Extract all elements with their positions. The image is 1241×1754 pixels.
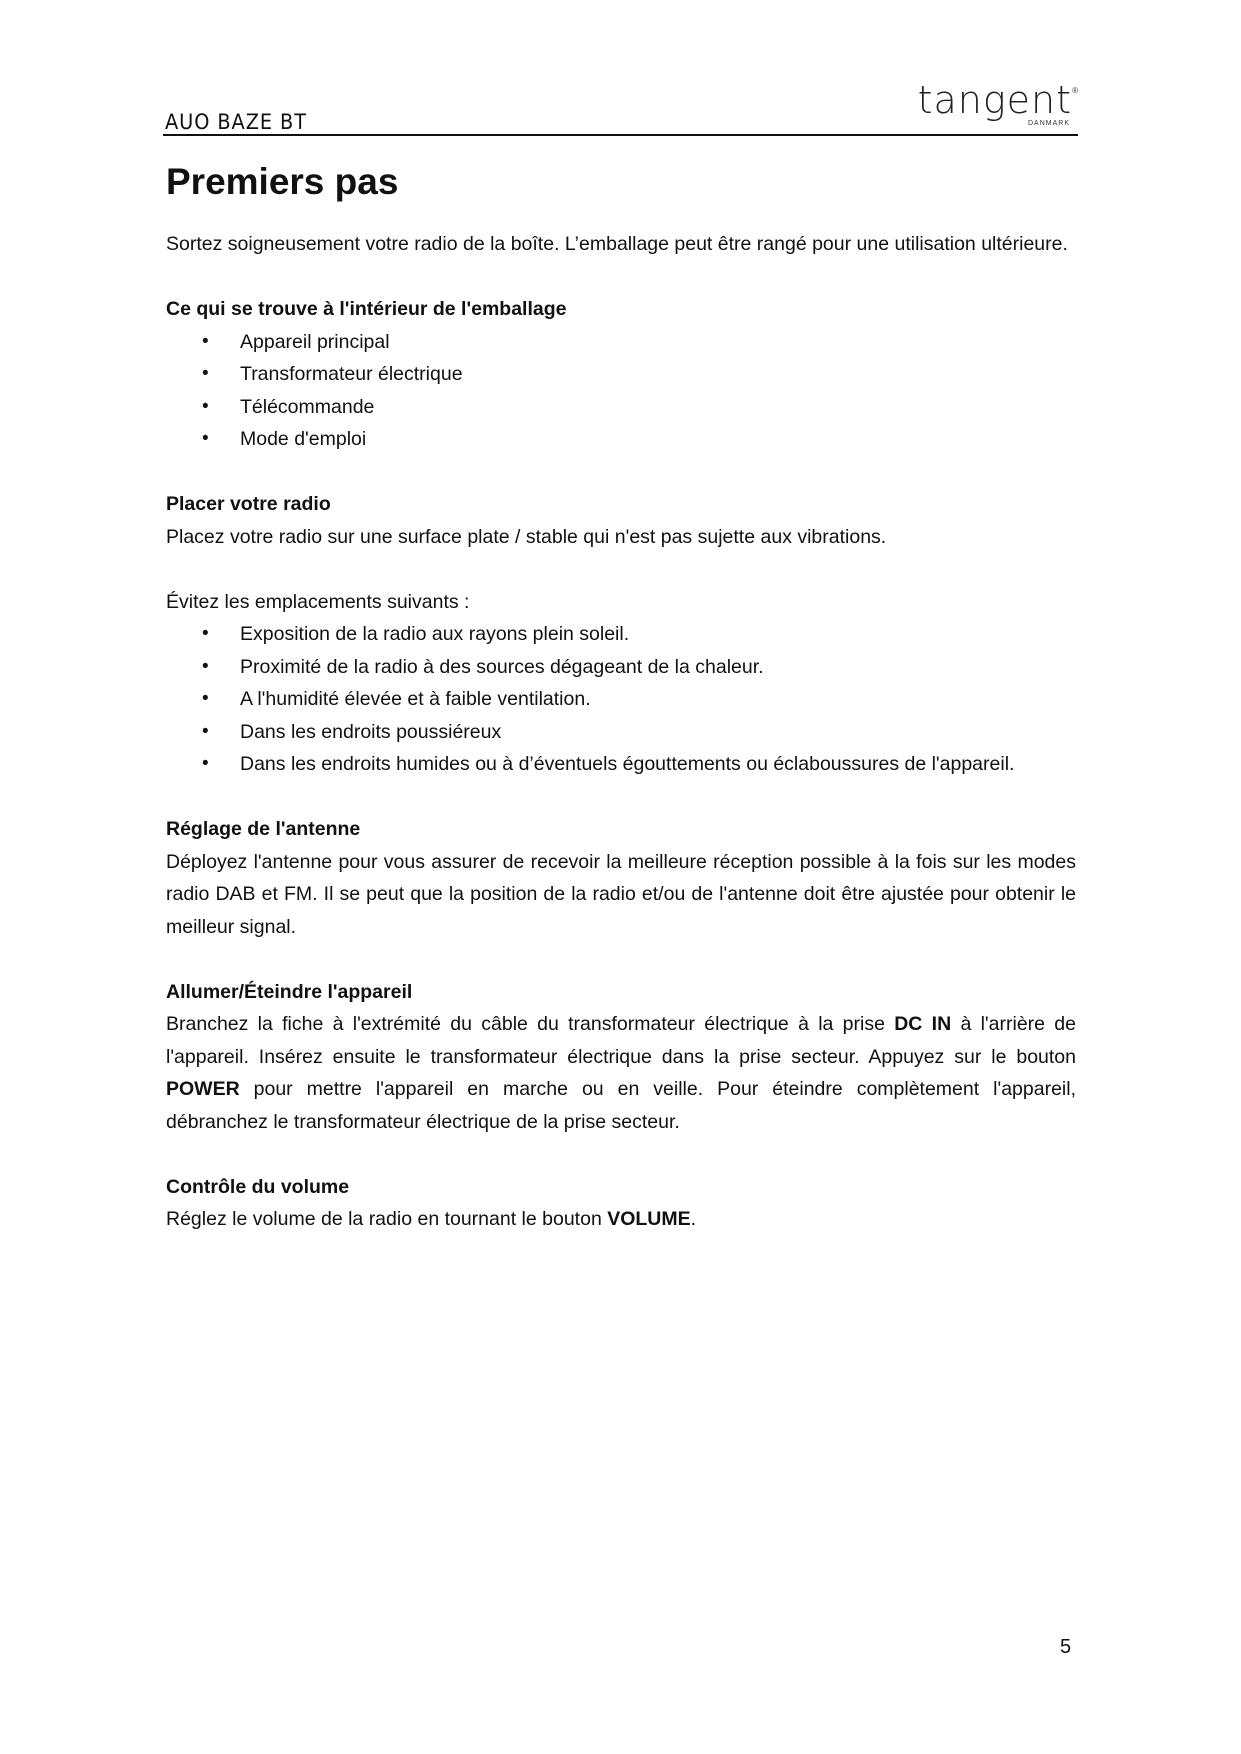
brand-logo: tangent — [917, 78, 1072, 122]
placement-heading: Placer votre radio — [166, 493, 331, 515]
volume-text-part: Réglez le volume de la radio en tournant le bouton — [166, 1208, 608, 1230]
package-heading: Ce qui se trouve à l'intérieur de l'emballage — [166, 298, 567, 320]
antenna-heading: Réglage de l'antenne — [166, 818, 361, 840]
avoid-label: Évitez les emplacements suivants : — [166, 590, 470, 613]
list-item: • Dans les endroits humides ou à d’éventuels égouttements ou éclaboussures de l'appareil. — [166, 748, 1076, 781]
header-rule — [163, 134, 1078, 136]
placement-text: Placez votre radio sur une surface plate / stable qui n'est pas sujette aux vibrations. — [166, 525, 887, 548]
power-heading: Allumer/Éteindre l'appareil — [166, 980, 413, 1003]
page-content — [166, 160, 1076, 1236]
power-text-part: à l'arrière de l'appareil. Insérez ensuite le transformateur électrique dans la prise secteur. Appuyez sur le bouton — [166, 1013, 1076, 1068]
list-item: • Mode d'emploi — [166, 423, 1076, 456]
dc-in-label: DC IN — [894, 1013, 952, 1035]
page-number: 5 — [1060, 1636, 1072, 1658]
brand-subtitle: DANMARK — [1027, 120, 1070, 127]
volume-heading: Contrôle du volume — [166, 1175, 350, 1198]
power-text-part: pour mettre l'appareil en marche ou en veille. Pour éteindre complètement l'appareil, débranchez le transformateur électrique de la prise secteur. — [166, 1078, 1076, 1133]
antenna-text: Déployez l'antenne pour vous assurer de recevoir la meilleure réception possible à la fois sur les modes radio DAB et FM. Il se peut que la position de la radio et/ou de l'antenne doit être ajustée pour obtenir le meilleur signal. — [166, 850, 1076, 938]
volume-text-part: . — [690, 1208, 697, 1230]
list-item: • Exposition de la radio aux rayons plein soleil. — [166, 618, 1076, 651]
list-item: • Transformateur électrique — [166, 358, 1076, 391]
model-name: AUO BAZE BT — [165, 110, 307, 134]
list-item: • Télécommande — [166, 391, 1076, 424]
list-item: • Proximité de la radio à des sources dégageant de la chaleur. — [166, 651, 1076, 684]
power-text-part: Branchez la fiche à l'extrémité du câble du transformateur électrique à la prise — [166, 1013, 895, 1035]
list-item: • Dans les endroits poussiéreux — [166, 716, 1076, 749]
intro-paragraph: Sortez soigneusement votre radio de la boîte. L’emballage peut être rangé pour une utilisation ultérieure. — [166, 233, 1068, 255]
volume-text — [166, 1203, 1076, 1236]
list-item: • Appareil principal — [166, 326, 1076, 359]
list-item: • A l'humidité élevée et à faible ventilation. — [166, 683, 1076, 716]
power-text — [166, 1008, 1076, 1138]
power-label: POWER — [166, 1078, 240, 1100]
volume-label: VOLUME — [607, 1208, 691, 1230]
package-list — [166, 326, 1076, 456]
registered-mark: ® — [1072, 86, 1078, 95]
page-title: Premiers pas — [166, 161, 399, 202]
page-header — [163, 78, 1078, 136]
avoid-list — [166, 618, 1076, 781]
